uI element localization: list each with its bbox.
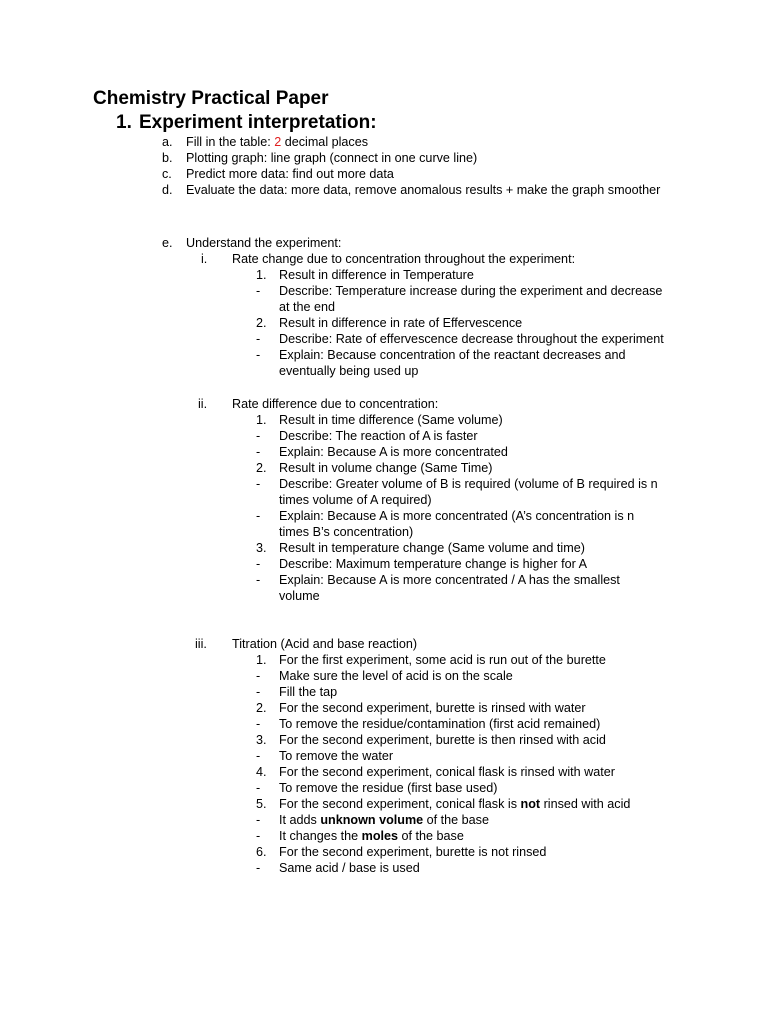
- list-marker: e.: [162, 236, 173, 250]
- list-marker: d.: [162, 183, 173, 197]
- text-segment: decimal places: [281, 135, 369, 149]
- text-segment: rinsed with acid: [540, 797, 631, 811]
- dash-marker: -: [256, 557, 261, 571]
- dash-marker: -: [256, 284, 261, 298]
- dash-marker: -: [256, 573, 261, 587]
- number-marker: 5.: [256, 797, 267, 811]
- subsection-title: Rate change due to concentration throughout the experiment:: [232, 252, 576, 266]
- list-item-text: To remove the residue (first base used): [279, 781, 498, 795]
- dash-marker: -: [256, 509, 261, 523]
- list-item-text: Evaluate the data: more data, remove anomalous results + make the graph smoother: [186, 183, 661, 197]
- section-number: 1.: [116, 112, 132, 133]
- subsection-title: Rate difference due to concentration:: [232, 397, 439, 411]
- roman-marker: i.: [201, 252, 208, 266]
- number-marker: 3.: [256, 733, 267, 747]
- dash-marker: -: [256, 717, 261, 731]
- dash-marker: -: [256, 781, 261, 795]
- number-marker: 6.: [256, 845, 267, 859]
- list-item-text: Describe: Temperature increase during the experiment and decrease: [279, 284, 663, 298]
- list-item-text: at the end: [279, 300, 336, 314]
- list-item-text: Result in temperature change (Same volume and time): [279, 541, 585, 555]
- roman-marker: ii.: [198, 397, 208, 411]
- highlight-number: 2: [274, 135, 282, 149]
- text-segment: of the base: [398, 829, 464, 843]
- number-marker: 2.: [256, 461, 267, 475]
- dash-marker: -: [256, 669, 261, 683]
- list-item-text: Result in volume change (Same Time): [279, 461, 493, 475]
- list-item-text: times volume of A required): [279, 493, 432, 507]
- list-marker: c.: [162, 167, 172, 181]
- list-item-text: Plotting graph: line graph (connect in one curve line): [186, 151, 478, 165]
- list-item-text: Explain: Because concentration of the reactant decreases and: [279, 348, 626, 362]
- list-item-text: [279, 796, 630, 812]
- dash-marker: -: [256, 445, 261, 459]
- dash-marker: -: [256, 749, 261, 763]
- page-title: Chemistry Practical Paper: [93, 88, 329, 109]
- list-item-text: [279, 812, 489, 828]
- dash-marker: -: [256, 685, 261, 699]
- list-item-text: To remove the residue/contamination (first acid remained): [279, 717, 601, 731]
- dash-marker: -: [256, 861, 261, 875]
- list-item-text: volume: [279, 589, 320, 603]
- dash-marker: -: [256, 429, 261, 443]
- list-item-text: times B’s concentration): [279, 525, 414, 539]
- text-segment: It adds: [279, 813, 321, 827]
- bold-emphasis: not: [520, 797, 541, 811]
- list-item-text: Predict more data: find out more data: [186, 167, 394, 181]
- section-heading: [116, 111, 377, 135]
- number-marker: 4.: [256, 765, 267, 779]
- text-segment: It changes the: [279, 829, 362, 843]
- list-item-text: Same acid / base is used: [279, 861, 420, 875]
- list-item-text: Describe: Maximum temperature change is higher for A: [279, 557, 587, 571]
- list-item-text: Result in time difference (Same volume): [279, 413, 503, 427]
- list-item-text: [279, 828, 464, 844]
- list-item-text: eventually being used up: [279, 364, 419, 378]
- list-item-text: Fill the tap: [279, 685, 338, 699]
- list-item-text: Describe: Greater volume of B is required (volume of B required is n: [279, 477, 658, 491]
- number-marker: 2.: [256, 701, 267, 715]
- list-item-text: Explain: Because A is more concentrated: [279, 445, 508, 459]
- list-item-text: Describe: The reaction of A is faster: [279, 429, 478, 443]
- list-item-text: Describe: Rate of effervescence decrease throughout the experiment: [279, 332, 664, 346]
- dash-marker: -: [256, 477, 261, 491]
- section-title: Experiment interpretation:: [139, 112, 377, 133]
- list-marker: a.: [162, 135, 173, 149]
- roman-marker: iii.: [195, 637, 207, 651]
- bold-emphasis: moles: [361, 829, 399, 843]
- list-item-text: Understand the experiment:: [186, 236, 342, 250]
- list-item-text: Explain: Because A is more concentrated / A has the smallest: [279, 573, 620, 587]
- number-marker: 1.: [256, 653, 267, 667]
- dash-marker: -: [256, 813, 261, 827]
- dash-marker: -: [256, 348, 261, 362]
- list-item-text: Result in difference in rate of Effervescence: [279, 316, 523, 330]
- text-segment: of the base: [423, 813, 489, 827]
- list-item-text: [186, 134, 368, 150]
- list-item-text: For the first experiment, some acid is run out of the burette: [279, 653, 606, 667]
- list-item-text: For the second experiment, burette is then rinsed with acid: [279, 733, 606, 747]
- list-item-text: To remove the water: [279, 749, 394, 763]
- list-item-text: For the second experiment, burette is not rinsed: [279, 845, 547, 859]
- number-marker: 3.: [256, 541, 267, 555]
- dash-marker: -: [256, 829, 261, 843]
- bold-emphasis: unknown volume: [320, 813, 424, 827]
- list-item-text: Result in difference in Temperature: [279, 268, 474, 282]
- list-item-text: For the second experiment, conical flask is rinsed with water: [279, 765, 615, 779]
- list-item-text: Make sure the level of acid is on the scale: [279, 669, 513, 683]
- text-segment: Fill in the table:: [186, 135, 275, 149]
- number-marker: 1.: [256, 413, 267, 427]
- list-marker: b.: [162, 151, 173, 165]
- text-segment: For the second experiment, conical flask is: [279, 797, 521, 811]
- dash-marker: -: [256, 332, 261, 346]
- subsection-title: Titration (Acid and base reaction): [232, 637, 418, 651]
- number-marker: 2.: [256, 316, 267, 330]
- number-marker: 1.: [256, 268, 267, 282]
- list-item-text: Explain: Because A is more concentrated (A’s concentration is n: [279, 509, 635, 523]
- list-item-text: For the second experiment, burette is rinsed with water: [279, 701, 586, 715]
